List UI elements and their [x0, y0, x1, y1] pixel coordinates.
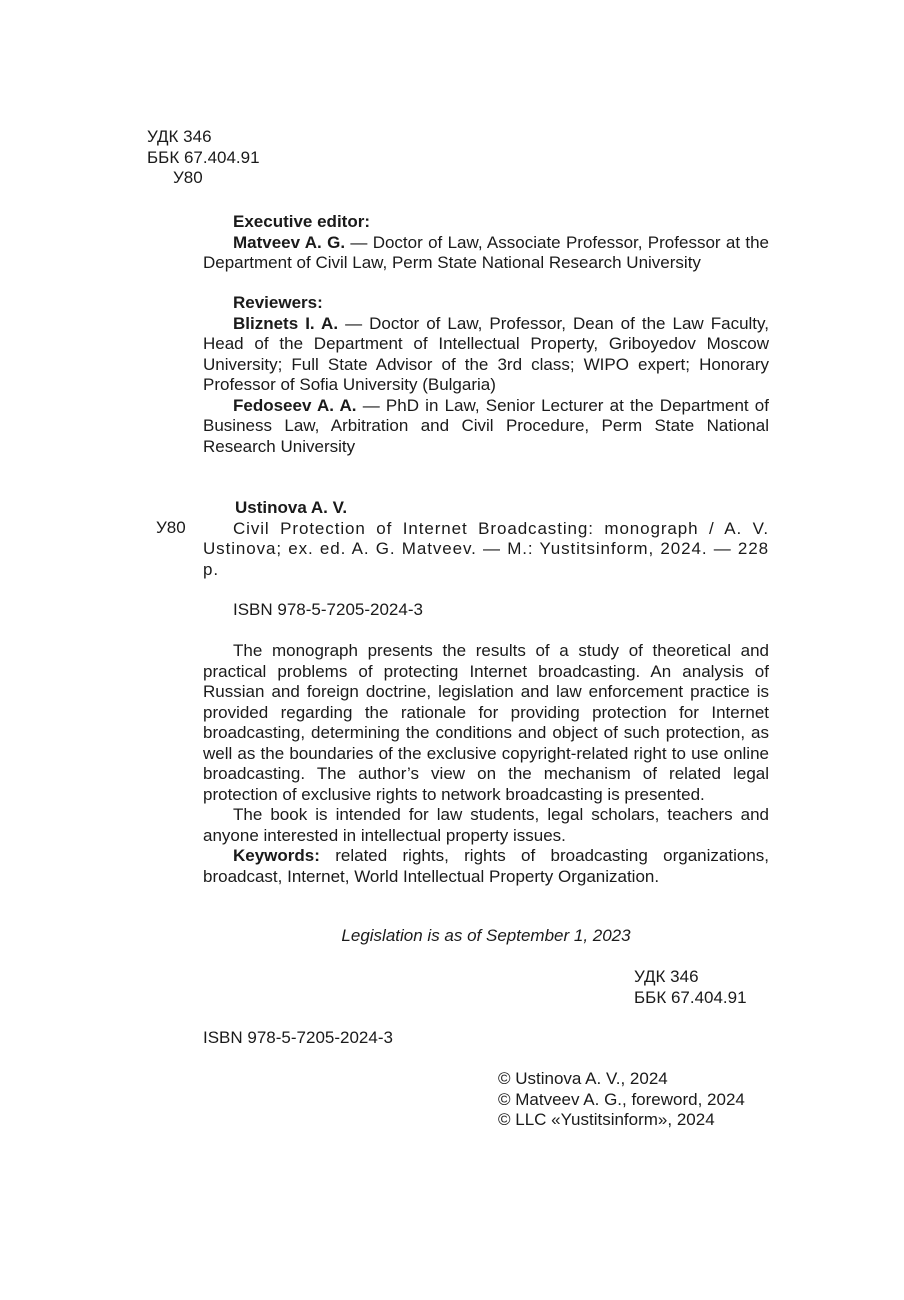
footer-udk: УДК 346 [634, 967, 699, 986]
copyright-line: © LLC «Yustitsinform», 2024 [498, 1110, 715, 1129]
author-mark: У80 [173, 168, 203, 187]
catalog-isbn: ISBN 978-5-7205-2024-3 [233, 600, 423, 619]
reviewer-description: — Doctor of Law, Professor, Dean of the Law Faculty, Head of the Department of Intellectual Property, Griboyedov Moscow University; Full State Advisor of the 3rd class; WIPO expert; Honorary Professor of Sofia University (Bulgaria) [203, 313, 769, 394]
reviewer-entry [203, 396, 769, 458]
editor-name: Matveev A. G. [233, 232, 346, 252]
catalog-description: Civil Protection of Internet Broadcasting: monograph / A. V. Ustinova; ex. ed. A. G. Matveev. — M.: Yustitsinform, 2024. — 228 p. [203, 518, 769, 579]
reviewer-name: Bliznets I. A. [233, 313, 339, 333]
abstract-paragraph: The book is intended for law students, legal scholars, teachers and anyone interested in intellectual property issues. [203, 805, 769, 845]
bbk-code: ББК 67.404.91 [147, 147, 260, 167]
udk-code: УДК 346 [147, 127, 212, 146]
reviewer-description: — PhD in Law, Senior Lecturer at the Department of Business Law, Arbitration and Civil Procedure, Perm State National Research University [203, 395, 769, 456]
copyright-line: © Matveev A. G., foreword, 2024 [498, 1089, 745, 1109]
footer-isbn: ISBN 978-5-7205-2024-3 [203, 1028, 393, 1047]
catalog-author: Ustinova A. V. [235, 498, 348, 517]
legislation-note: Legislation is as of September 1, 2023 [341, 926, 631, 945]
copyright-line: © Ustinova A. V., 2024 [498, 1069, 668, 1088]
editor-description: — Doctor of Law, Associate Professor, Professor at the Department of Civil Law, Perm State National Research University [203, 232, 770, 272]
reviewers-block [203, 293, 769, 457]
catalog-block [203, 498, 769, 621]
abstract-paragraph: The monograph presents the results of a study of theoretical and practical problems of protecting Internet broadcasting. An analysis of Russian and foreign doctrine, legislation and law enforcement practice is provided regarding the rationale for providing protection for Internet broadcasting, determining the conditions and object of such protection, as well as the boundaries of the exclusive copyright-related right to use online broadcasting. The author’s view on the mechanism of related legal protection of exclusive rights to network broadcasting is presented. [203, 641, 769, 804]
reviewer-name: Fedoseev A. A. [233, 395, 357, 415]
footer-classification [634, 967, 747, 1008]
editor-heading: Executive editor: [233, 212, 370, 231]
keywords-text: related rights, rights of broadcasting organizations, broadcast, Internet, World Intellectual Property Organization. [203, 846, 769, 886]
abstract-block [203, 641, 769, 887]
reviewer-entry [203, 314, 769, 396]
catalog-mark: У80 [156, 518, 186, 537]
keywords-paragraph [203, 846, 769, 887]
footer-bbk: ББК 67.404.91 [634, 987, 747, 1007]
editor-block [203, 212, 769, 274]
copyright-block [498, 1069, 745, 1131]
classification-block [147, 127, 260, 189]
keywords-label: Keywords: [233, 846, 320, 865]
reviewers-heading: Reviewers: [233, 293, 323, 312]
